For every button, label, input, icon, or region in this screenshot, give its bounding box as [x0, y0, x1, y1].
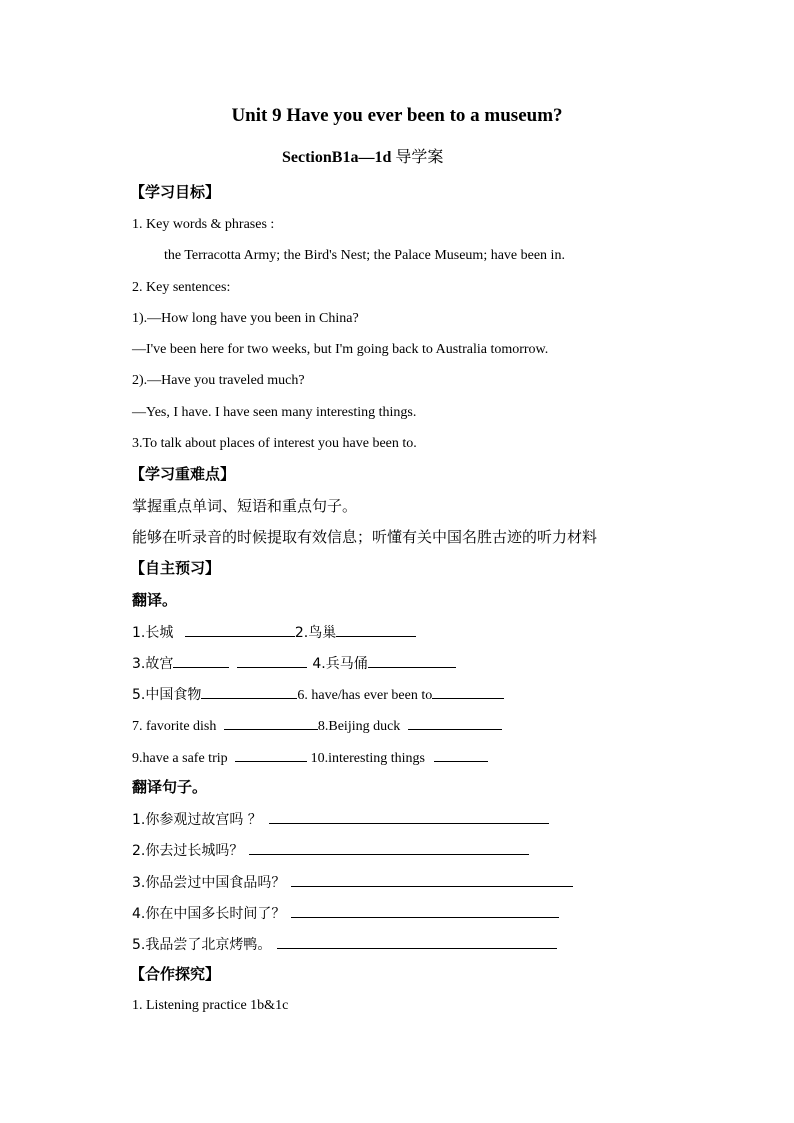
sentence-translate-3: [132, 872, 573, 893]
heading-translate-sentences: 翻译句子。: [132, 778, 208, 796]
subtitle-guide: 导学案: [395, 147, 444, 166]
sentence-2-question: 2).—Have you traveled much?: [132, 373, 305, 388]
key-point-1: 掌握重点单词、短语和重点句子。: [132, 497, 358, 515]
heading-learning-goals: 【学习目标】: [130, 183, 221, 201]
key-sentences-label: 2. Key sentences:: [132, 280, 231, 295]
answer-blank-8[interactable]: [408, 715, 502, 730]
item-terracotta-army: 4.兵马俑: [312, 656, 368, 672]
answer-blank-4[interactable]: [368, 653, 456, 668]
item-birds-nest: 2.鸟巢: [294, 625, 337, 641]
sentence-answer-5[interactable]: [277, 934, 557, 949]
sentence-1-question: 1).—How long have you been in China?: [132, 311, 359, 326]
sentence-translate-1: [132, 809, 549, 830]
key-words-list: the Terracotta Army; the Bird's Nest; the Palace Museum; have been in.: [164, 248, 565, 263]
item-interesting-things: 10.interesting things: [310, 751, 425, 766]
item-safe-trip: 9.have a safe trip: [132, 751, 228, 766]
answer-blank-1[interactable]: [185, 622, 295, 637]
sentence-q2: 2.你去过长城吗？: [132, 843, 244, 859]
key-point-2: 能够在听录音的时候提取有效信息；听懂有关中国名胜古迹的听力材料: [132, 528, 598, 546]
translate-row-3: [132, 684, 504, 705]
translate-row-4: [132, 715, 502, 736]
answer-blank-7[interactable]: [224, 715, 318, 730]
item-beijing-duck: 8.Beijing duck: [317, 719, 401, 734]
item-have-been-to: 6. have/has ever been to: [297, 688, 433, 703]
sentence-q4: 4.你在中国多长时间了？: [132, 906, 286, 922]
sentence-answer-2[interactable]: [249, 840, 529, 855]
sentence-2-answer: —Yes, I have. I have seen many interesting things.: [132, 405, 417, 420]
sentence-q1: 1.你参观过故宫吗 ？: [132, 812, 262, 828]
page-title: Unit 9 Have you ever been to a museum?: [231, 105, 563, 126]
answer-blank-3a[interactable]: [173, 653, 229, 668]
sentence-translate-5: [132, 934, 557, 955]
item-great-wall: 1.长城: [132, 625, 174, 641]
goal-3: 3.To talk about places of interest you have been to.: [132, 436, 417, 451]
page-subtitle: [282, 148, 443, 167]
subtitle-section: SectionB1a—1d: [282, 149, 392, 166]
sentence-answer-4[interactable]: [291, 903, 559, 918]
translate-row-1: [132, 622, 416, 643]
translate-row-5: [132, 747, 488, 768]
sentence-answer-3[interactable]: [291, 872, 573, 887]
sentence-1-answer: —I've been here for two weeks, but I'm going back to Australia tomorrow.: [132, 342, 549, 357]
sentence-q5: 5.我品尝了北京烤鸭。: [132, 937, 272, 953]
sentence-q3: 3.你品尝过中国食品吗？: [132, 875, 286, 891]
sentence-translate-4: [132, 903, 559, 924]
answer-blank-9[interactable]: [235, 747, 307, 762]
heading-key-points: 【学习重难点】: [130, 465, 236, 483]
listening-practice: 1. Listening practice 1b&1c: [132, 998, 289, 1013]
answer-blank-2[interactable]: [336, 622, 416, 637]
item-chinese-food: 5.中国食物: [132, 687, 202, 703]
heading-self-preview: 【自主预习】: [130, 559, 221, 577]
translate-row-2: [132, 653, 456, 674]
heading-cooperation: 【合作探究】: [130, 965, 221, 983]
answer-blank-6[interactable]: [432, 684, 504, 699]
sentence-translate-2: [132, 840, 529, 861]
heading-translate: 翻译。: [132, 591, 178, 609]
key-words-label: 1. Key words & phrases :: [132, 217, 275, 232]
answer-blank-10[interactable]: [434, 747, 488, 762]
item-favorite-dish: 7. favorite dish: [132, 719, 217, 734]
item-palace-museum: 3.故宫: [132, 656, 174, 672]
sentence-answer-1[interactable]: [269, 809, 549, 824]
answer-blank-5[interactable]: [201, 684, 297, 699]
answer-blank-3b[interactable]: [237, 653, 307, 668]
